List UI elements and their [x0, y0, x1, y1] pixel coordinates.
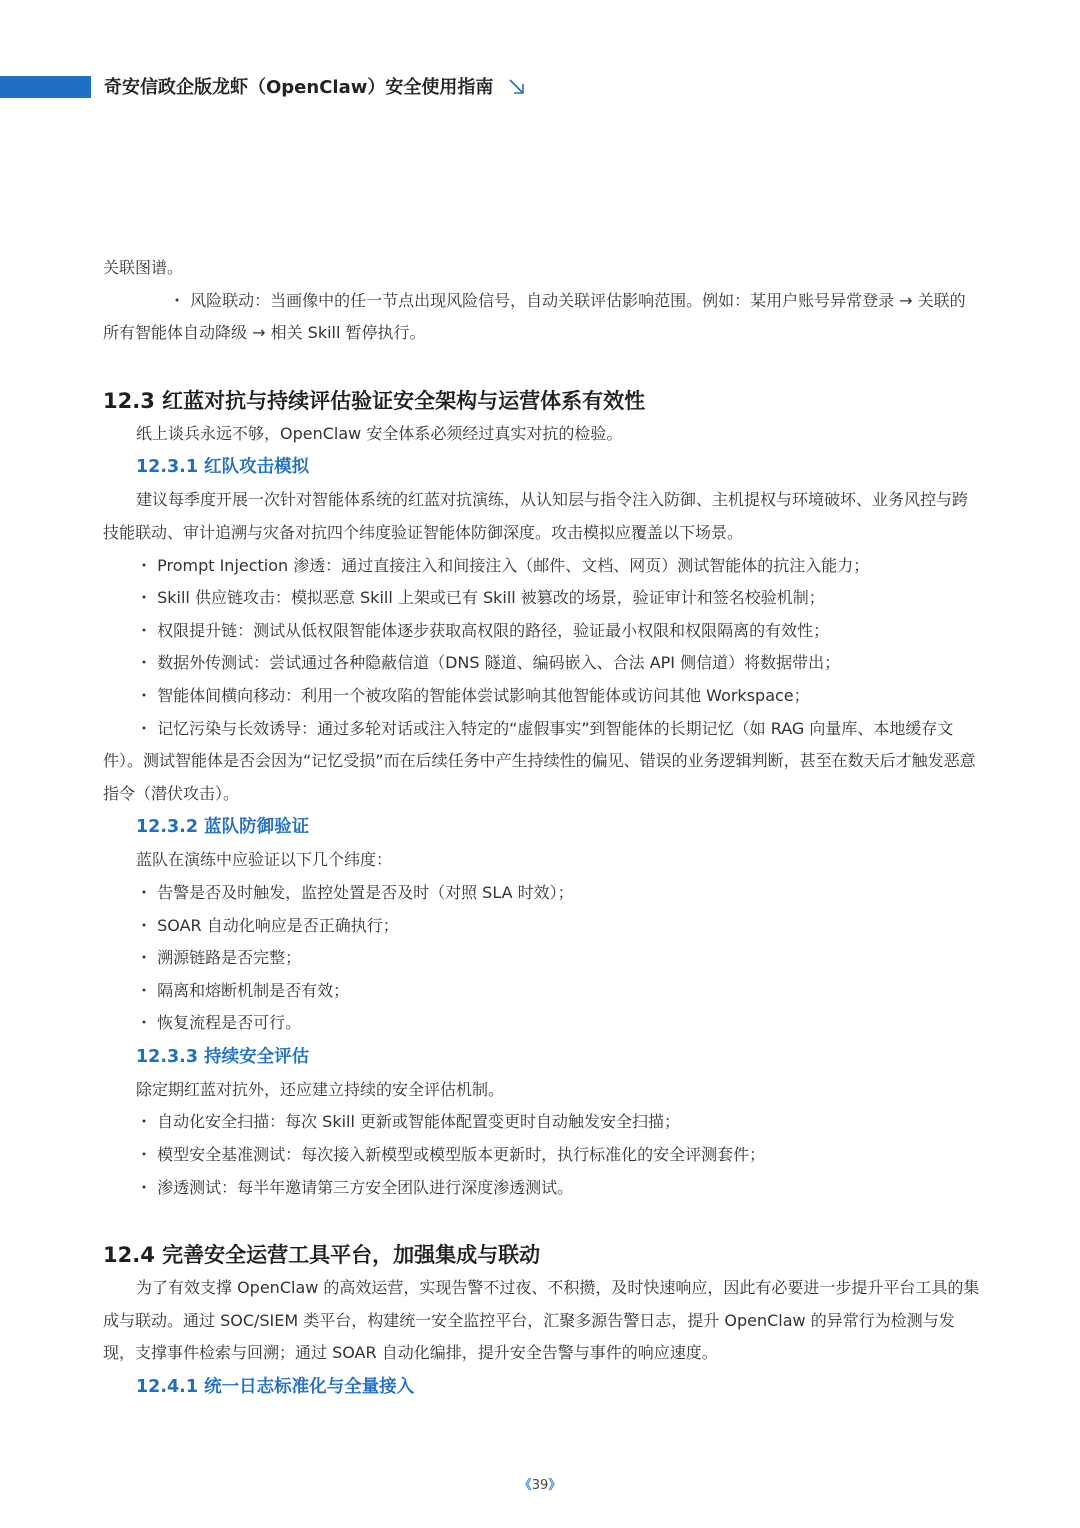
bullet-risk-linkage: ・ 风险联动：当画像中的任一节点出现风险信号，自动关联评估影响范围。例如：某用户账号异常登录 → 关联的所有智能体自动降级 → 相关 Skill 暂停执行。: [103, 290, 966, 343]
list-item: ・ Prompt Injection 渗透：通过直接注入和间接注入（邮件、文档、网页）测试智能体的抗注入能力；: [136, 555, 870, 575]
list-item: ・ 溯源链路是否完整；: [136, 948, 302, 968]
header-accent-bar: [0, 76, 91, 98]
list-item: ・ 渗透测试：每半年邀请第三方安全团队进行深度渗透测试。: [136, 1177, 574, 1197]
document-title: 奇安信政企版龙虾（OpenClaw）安全使用指南: [104, 77, 494, 98]
list-item: ・ 数据外传测试：尝试通过各种隐蔽信道（DNS 隧道、编码嵌入、合法 API 侧信道）将数据带出；: [136, 653, 841, 673]
list-item: ・ 自动化安全扫描：每次 Skill 更新或智能体配置变更时自动触发安全扫描；: [136, 1112, 681, 1132]
list-item: ・ SOAR 自动化响应是否正确执行；: [136, 915, 399, 935]
arrow-down-right-icon: [508, 78, 526, 96]
paragraph-12-3: 纸上谈兵永远不够，OpenClaw 安全体系必须经过真实对抗的检验。: [136, 423, 623, 443]
heading-12-3-3: 12.3.3 持续安全评估: [136, 1046, 310, 1067]
page-bracket-left: 《: [518, 1478, 532, 1493]
list-item: ・ 权限提升链：测试从低权限智能体逐步获取高权限的路径，验证最小权限和权限隔离的有效性；: [136, 620, 830, 640]
heading-12-4-1: 12.4.1 统一日志标准化与全量接入: [136, 1377, 415, 1398]
heading-12-3-1: 12.3.1 红队攻击模拟: [136, 457, 310, 478]
header-title: [104, 74, 526, 102]
paragraph-12-3-1: 建议每季度开展一次针对智能体系统的红蓝对抗演练，从认知层与指令注入防御、主机提权与环境破坏、业务风控与跨技能联动、审计追溯与灾备对抗四个纬度验证智能体防御深度。攻击模拟应覆盖以下场景。: [103, 490, 969, 542]
list-item: ・ 告警是否及时触发，监控处置是否及时（对照 SLA 时效）；: [136, 882, 574, 902]
paragraph-12-3-2: 蓝队在演练中应验证以下几个纬度：: [136, 850, 393, 870]
heading-12-3: 12.3 红蓝对抗与持续评估验证安全架构与运营体系有效性: [103, 388, 646, 413]
paragraph-12-3-3: 除定期红蓝对抗外，还应建立持续的安全评估机制。: [136, 1079, 505, 1099]
list-item: ・ Skill 供应链攻击：模拟恶意 Skill 上架或已有 Skill 被篡改的场景，验证审计和签名校验机制；: [136, 588, 825, 608]
list-item: ・ 恢复流程是否可行。: [136, 1013, 302, 1033]
page-body: [103, 252, 981, 1404]
list-item: ・ 隔离和熔断机制是否有效；: [136, 980, 350, 1000]
heading-12-3-2: 12.3.2 蓝队防御验证: [136, 817, 310, 838]
paragraph-12-4: 为了有效支撑 OpenClaw 的高效运营，实现告警不过夜、不积攒，及时快速响应，因此有必要进一步提升平台工具的集成与联动。通过 SOC/SIEM 类平台，构建统一安全监控平台，汇聚多源告警日志，提升 OpenClaw 的异常行为检测与发现，支撑事件检索与回溯；通过 SOAR 自动化编排，提升安全告警与事件的响应速度。: [103, 1278, 980, 1363]
list-item: ・ 记忆污染与长效诱导：通过多轮对话或注入特定的“虚假事实”到智能体的长期记忆（如 RAG 向量库、本地缓存文件）。测试智能体是否会因为“记忆受损”而在后续任务中产生持续性的偏见、错误的业务逻辑判断，甚至在数天后才触发恶意指令（潜伏攻击）。: [103, 718, 976, 803]
list-item: ・ 智能体间横向移动：利用一个被攻陷的智能体尝试影响其他智能体或访问其他 Workspace；: [136, 685, 810, 705]
page-bracket-right: 》: [548, 1478, 562, 1493]
heading-12-4: 12.4 完善安全运营工具平台，加强集成与联动: [103, 1243, 541, 1268]
page-number-value: 39: [531, 1478, 549, 1493]
list-item: ・ 模型安全基准测试：每次接入新模型或模型版本更新时，执行标准化的安全评测套件；: [136, 1145, 766, 1165]
paragraph-continuation: 关联图谱。: [103, 258, 184, 277]
page-number: [0, 1474, 1080, 1493]
